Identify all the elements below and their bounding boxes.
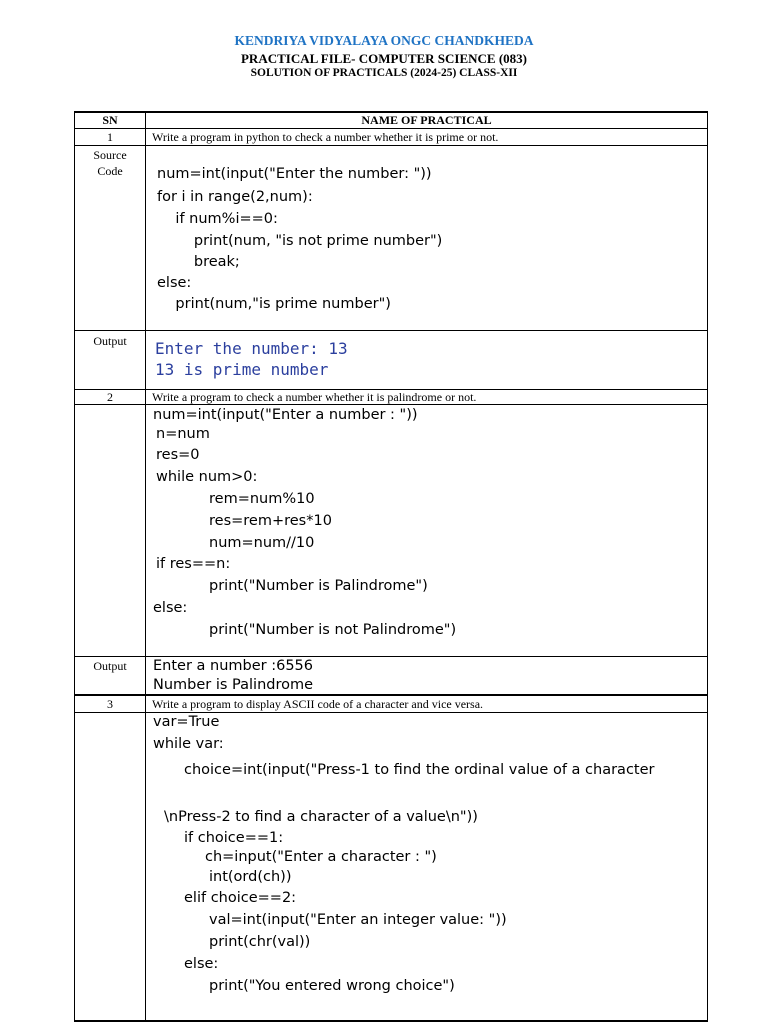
output-line: Number is Palindrome xyxy=(153,677,314,693)
code-line: num=int(input("Enter the number: ")) xyxy=(157,166,432,182)
code-line: n=num xyxy=(156,426,210,442)
code-line: print(num,"is prime number") xyxy=(157,296,391,312)
code-line: for i in range(2,num): xyxy=(157,189,313,205)
output-label: Output xyxy=(93,659,127,673)
table-rule xyxy=(74,128,708,129)
code-line: num=num//10 xyxy=(209,535,315,551)
table-rule xyxy=(74,656,708,657)
output-line: Enter a number :6556 xyxy=(153,658,314,674)
practical-3-sn: 3 xyxy=(107,697,113,711)
code-line: else: xyxy=(153,600,188,616)
practical-1-title: Write a program in python to check a number whether it is prime or not. xyxy=(152,130,499,144)
code-line: var=True xyxy=(153,714,220,730)
code-line: res=0 xyxy=(156,447,200,463)
practical-1-sn: 1 xyxy=(107,130,113,144)
output-label: Output xyxy=(93,334,127,348)
code-label: Code xyxy=(97,164,123,178)
code-line: else: xyxy=(184,956,219,972)
table-border-right xyxy=(707,111,708,1022)
code-line: res=rem+res*10 xyxy=(209,513,332,529)
code-line: print("Number is Palindrome") xyxy=(209,578,428,594)
code-line: print("You entered wrong choice") xyxy=(209,978,455,994)
code-line: print("Number is not Palindrome") xyxy=(209,622,457,638)
table-column-divider xyxy=(145,111,146,1022)
code-line: choice=int(input("Press-1 to find the ordinal value of a character xyxy=(184,762,655,778)
code-line: num=int(input("Enter a number : ")) xyxy=(153,407,418,423)
practical-3-title: Write a program to display ASCII code of a character and vice versa. xyxy=(152,697,484,711)
practical-2-title: Write a program to check a number whether it is palindrome or not. xyxy=(152,390,477,404)
code-line: else: xyxy=(157,275,192,291)
code-line: while num>0: xyxy=(156,469,258,485)
code-line: print(num, "is not prime number") xyxy=(157,233,443,249)
code-line: elif choice==2: xyxy=(184,890,297,906)
code-line: val=int(input("Enter an integer value: ")) xyxy=(209,912,507,928)
table-rule xyxy=(74,330,708,331)
table-rule xyxy=(74,694,708,696)
table-rule xyxy=(74,1020,708,1022)
file-title: PRACTICAL FILE- COMPUTER SCIENCE (083) xyxy=(240,51,528,66)
column-header-sn: SN xyxy=(102,113,118,127)
file-subtitle: SOLUTION OF PRACTICALS (2024-25) CLASS-XII xyxy=(250,67,518,79)
code-line: if num%i==0: xyxy=(157,211,278,227)
table-rule xyxy=(74,712,708,713)
output-line: Enter the number: 13 xyxy=(155,339,348,358)
code-line: print(chr(val)) xyxy=(209,934,311,950)
code-line: if choice==1: xyxy=(184,830,284,846)
source-label: Source xyxy=(93,148,127,162)
code-line: while var: xyxy=(153,736,224,752)
code-line: int(ord(ch)) xyxy=(209,869,292,885)
table-border-left xyxy=(74,111,75,1022)
code-line: \nPress-2 to find a character of a value\n")) xyxy=(164,809,478,825)
column-header-name: NAME OF PRACTICAL xyxy=(361,113,492,127)
code-line: if res==n: xyxy=(156,556,231,572)
output-line: 13 is prime number xyxy=(155,360,329,379)
code-line: rem=num%10 xyxy=(209,491,315,507)
code-line: break; xyxy=(157,254,240,270)
school-name: KENDRIYA VIDYALAYA ONGC CHANDKHEDA xyxy=(234,33,534,48)
practical-2-sn: 2 xyxy=(107,390,113,404)
code-line: ch=input("Enter a character : ") xyxy=(205,849,437,865)
table-rule xyxy=(74,145,708,146)
